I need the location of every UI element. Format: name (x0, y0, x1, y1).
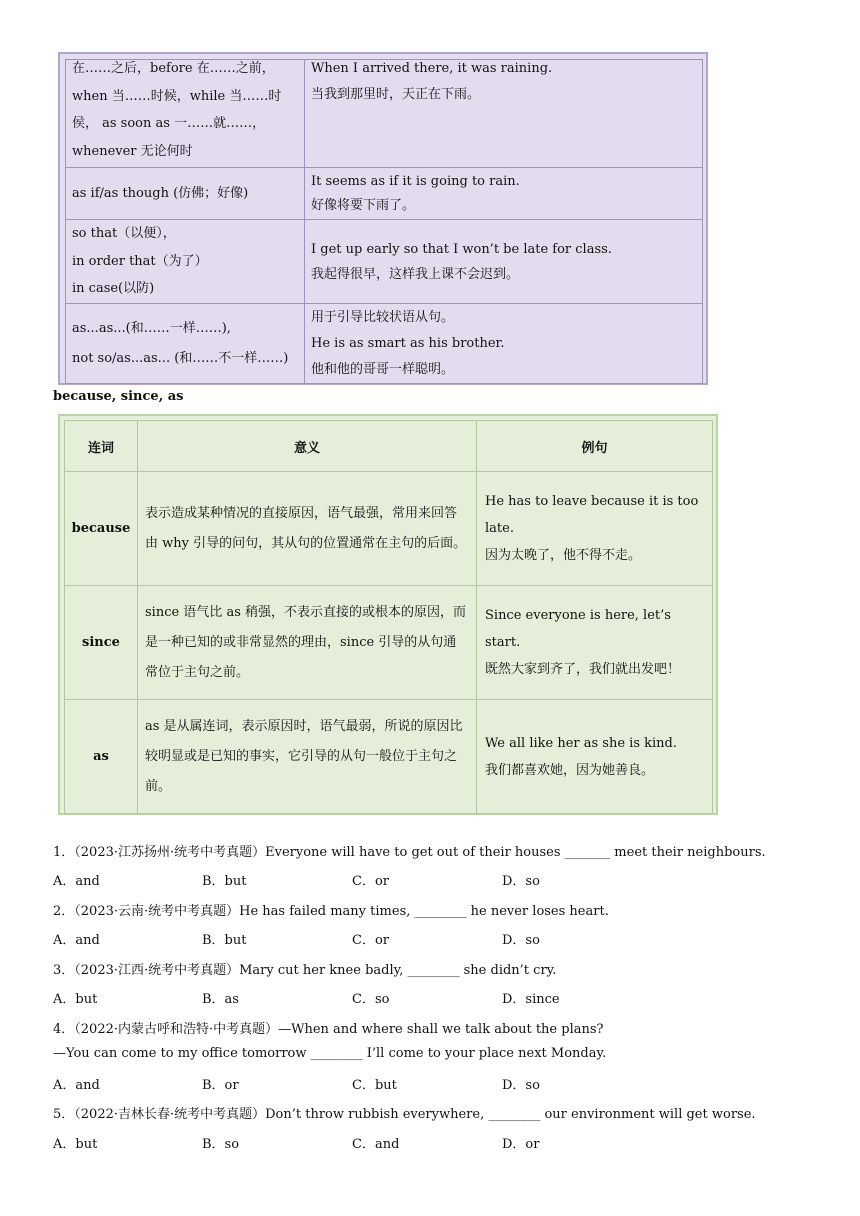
conjunction-table-box (58, 52, 708, 385)
table-row (65, 586, 713, 700)
question-2-option-a[interactable]: A．and (53, 933, 100, 948)
table-cell (305, 304, 703, 384)
question-1-stem: 1．（2023·江苏扬州·统考中考真题）Everyone will have to get out of their houses _______ meet their neighbours. (53, 845, 766, 860)
table-row (65, 472, 713, 586)
cell-line: 我们都喜欢她，因为她善良。 (485, 762, 655, 778)
because-since-as-table (64, 420, 713, 814)
cell-line: Since everyone is here, let’s start. (485, 608, 671, 650)
cell-line: in case(以防) (72, 281, 155, 297)
cell-line: 好像将要下雨了。 (311, 197, 416, 213)
cell-line: I get up early so that I won’t be late for class. (311, 241, 612, 257)
table-cell (66, 304, 305, 384)
meaning-cell: 表示造成某种情况的直接原因，语气最强，常用来回答由 why 引导的问句，其从句的位置通常在主句的后面。 (138, 472, 477, 586)
question-2-option-d[interactable]: D．so (502, 933, 540, 948)
cell-line: 我起得很早，这样我上课不会迟到。 (311, 266, 520, 282)
conjunction-cell: since (65, 586, 138, 700)
question-4-stem: 4．（2022·内蒙古呼和浩特·中考真题）—When and where shall we talk about the plans? (53, 1022, 604, 1037)
cell-line: When I arrived there, it was raining. (311, 61, 553, 76)
cell-line: He is as smart as his brother. (311, 335, 505, 351)
cell-line: 当我到那里时，天正在下雨。 (311, 87, 481, 102)
because-since-as-box (58, 414, 718, 815)
meaning-cell: since 语气比 as 稍强，不表示直接的或根本的原因，而是一种已知的或非常显然的理由，since 引导的从句通常位于主句之前。 (138, 586, 477, 700)
conjunction-table (65, 59, 703, 384)
cell-line: We all like her as she is kind. (485, 735, 678, 751)
conjunction-cell: because (65, 472, 138, 586)
question-1-option-c[interactable]: C．or (352, 874, 389, 889)
example-cell (477, 472, 713, 586)
cell-line: 他和他的哥哥一样聪明。 (311, 361, 455, 377)
question-1-option-d[interactable]: D．so (502, 874, 540, 889)
conjunction-cell: as (65, 700, 138, 814)
example-cell (477, 700, 713, 814)
table-row (65, 700, 713, 814)
question-4-option-c[interactable]: C．but (352, 1078, 397, 1093)
question-4-stem-line-2: —You can come to my office tomorrow ________ I’ll come to your place next Monday. (53, 1046, 607, 1061)
table-cell (66, 168, 305, 220)
question-3-option-b[interactable]: B．as (202, 992, 239, 1007)
question-5-stem: 5．（2022·吉林长春·统考中考真题）Don’t throw rubbish everywhere, ________ our environment will get worse. (53, 1107, 756, 1122)
example-cell (477, 586, 713, 700)
question-5-option-d[interactable]: D．or (502, 1137, 540, 1152)
question-4-option-b[interactable]: B．or (202, 1078, 239, 1093)
cell-line: It seems as if it is going to rain. (311, 173, 520, 189)
question-3-option-c[interactable]: C．so (352, 992, 390, 1007)
table-cell (305, 220, 703, 304)
question-3-stem: 3．（2023·江西·统考中考真题）Mary cut her knee badly, ________ she didn’t cry. (53, 963, 557, 978)
cell-line: 既然大家到齐了，我们就出发吧！ (485, 662, 681, 677)
table-cell (66, 220, 305, 304)
question-2-stem: 2．（2023·云南·统考中考真题）He has failed many times, ________ he never loses heart. (53, 904, 609, 919)
header-cell: 例句 (477, 421, 713, 472)
cell-line: 在……之后，before 在……之前， (72, 61, 275, 76)
cell-line: in order that（为了） (72, 253, 208, 269)
table-cell (305, 168, 703, 220)
question-1-option-a[interactable]: A．and (53, 874, 100, 889)
table-cell (66, 60, 305, 168)
meaning-cell: as 是从属连词，表示原因时，语气最弱，所说的原因比较明显或是已知的事实，它引导的从句一般位于主句之前。 (138, 700, 477, 814)
question-4-option-a[interactable]: A．and (53, 1078, 100, 1093)
question-5-option-b[interactable]: B．so (202, 1137, 240, 1152)
cell-line: 侯， as soon as 一……就……， (72, 116, 266, 131)
cell-line: not so/as...as... (和……不一样……) (72, 350, 289, 366)
cell-line: 因为太晚了，他不得不走。 (485, 548, 642, 563)
table-row (66, 168, 703, 220)
question-4-option-d[interactable]: D．so (502, 1078, 540, 1093)
cell-line: as if/as though (仿佛；好像) (72, 185, 249, 201)
table-row (66, 220, 703, 304)
table-header-row (65, 421, 713, 472)
cell-line: so that（以便）， (72, 226, 176, 242)
cell-line: as...as...(和……一样……), (72, 320, 231, 336)
header-cell: 意义 (138, 421, 477, 472)
question-2-option-b[interactable]: B．but (202, 933, 247, 948)
cell-line: 用于引导比较状语从句。 (311, 309, 455, 325)
section-title: because, since, as (53, 389, 184, 404)
question-3-option-a[interactable]: A．but (53, 992, 98, 1007)
table-row (66, 304, 703, 384)
question-5-option-c[interactable]: C．and (352, 1137, 400, 1152)
table-row (66, 60, 703, 168)
cell-line: when 当……时候，while 当……时 (72, 88, 282, 104)
question-3-option-d[interactable]: D．since (502, 992, 560, 1007)
header-cell: 连词 (65, 421, 138, 472)
question-5-option-a[interactable]: A．but (53, 1137, 98, 1152)
question-1-option-b[interactable]: B．but (202, 874, 247, 889)
cell-line: He has to leave because it is too late. (485, 494, 699, 536)
table-cell (305, 60, 703, 168)
cell-line: whenever 无论何时 (72, 143, 193, 159)
question-2-option-c[interactable]: C．or (352, 933, 389, 948)
